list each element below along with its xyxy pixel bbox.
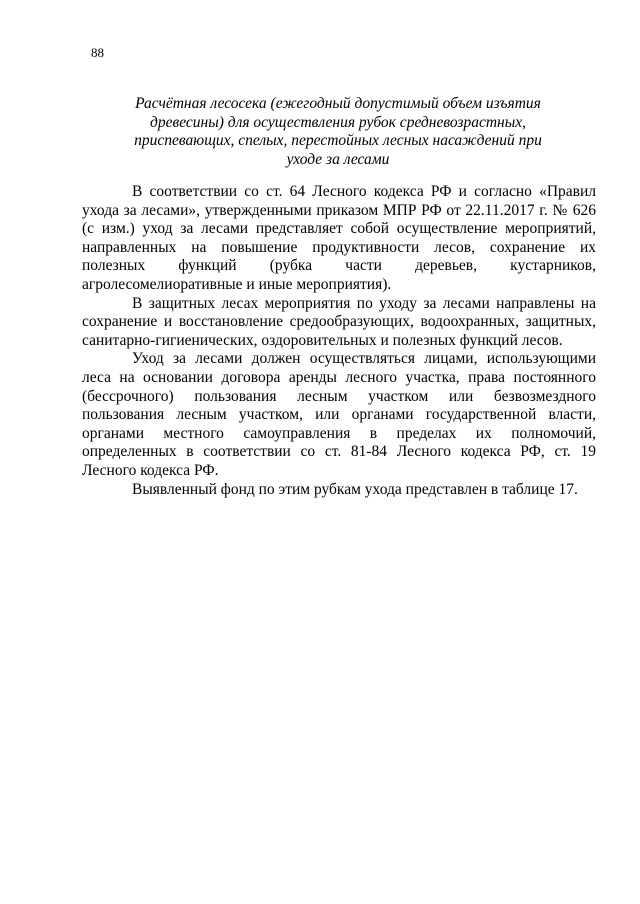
paragraph: В соответствии со ст. 64 Лесного кодекса РФ и согласно «Правил ухода за лесами», утвержденными приказом МПР РФ от 22.11.2017 г. № 626 (с изм.) уход за лесами представляет собой осуществление мероприятий, направленных на повышение продуктивности лесов, сохранение их полезных функций (рубка части деревьев, кустарников, агролесомелиоративные и иные мероприятия). [82,183,596,293]
paragraph: Выявленный фонд по этим рубкам ухода представлен в таблице 17. [132,480,578,498]
paragraph: Уход за лесами должен осуществляться лицами, использующими леса на основании договора аренды лесного участка, права постоянного (бессрочного) пользования лесным участком или безвозмездного пользования лесным участком, или органами государственной власти, органами местного самоуправления в пределах их полномочий, определенных в соответствии со ст. 81-84 Лесного кодекса РФ, ст. 19 Лесного кодекса РФ. [82,350,596,479]
body-text [82,183,596,499]
section-title [120,95,556,169]
section-title-line: приспевающих, спелых, перестойных лесных насаждений при [134,132,542,149]
section-title-line: уходе за лесами [286,150,390,168]
page-number: 88 [91,45,104,60]
section-title-line: древесины) для осуществления рубок средневозрастных, [150,113,526,131]
paragraph: В защитных лесах мероприятия по уходу за лесами направлены на сохранение и восстановление средообразующих, водоохранных, защитных, санитарно-гигиенических, оздоровительных и полезных функций лесов. [82,294,596,349]
section-title-line: Расчётная лесосека (ежегодный допустимый объем изъятия [135,95,541,112]
